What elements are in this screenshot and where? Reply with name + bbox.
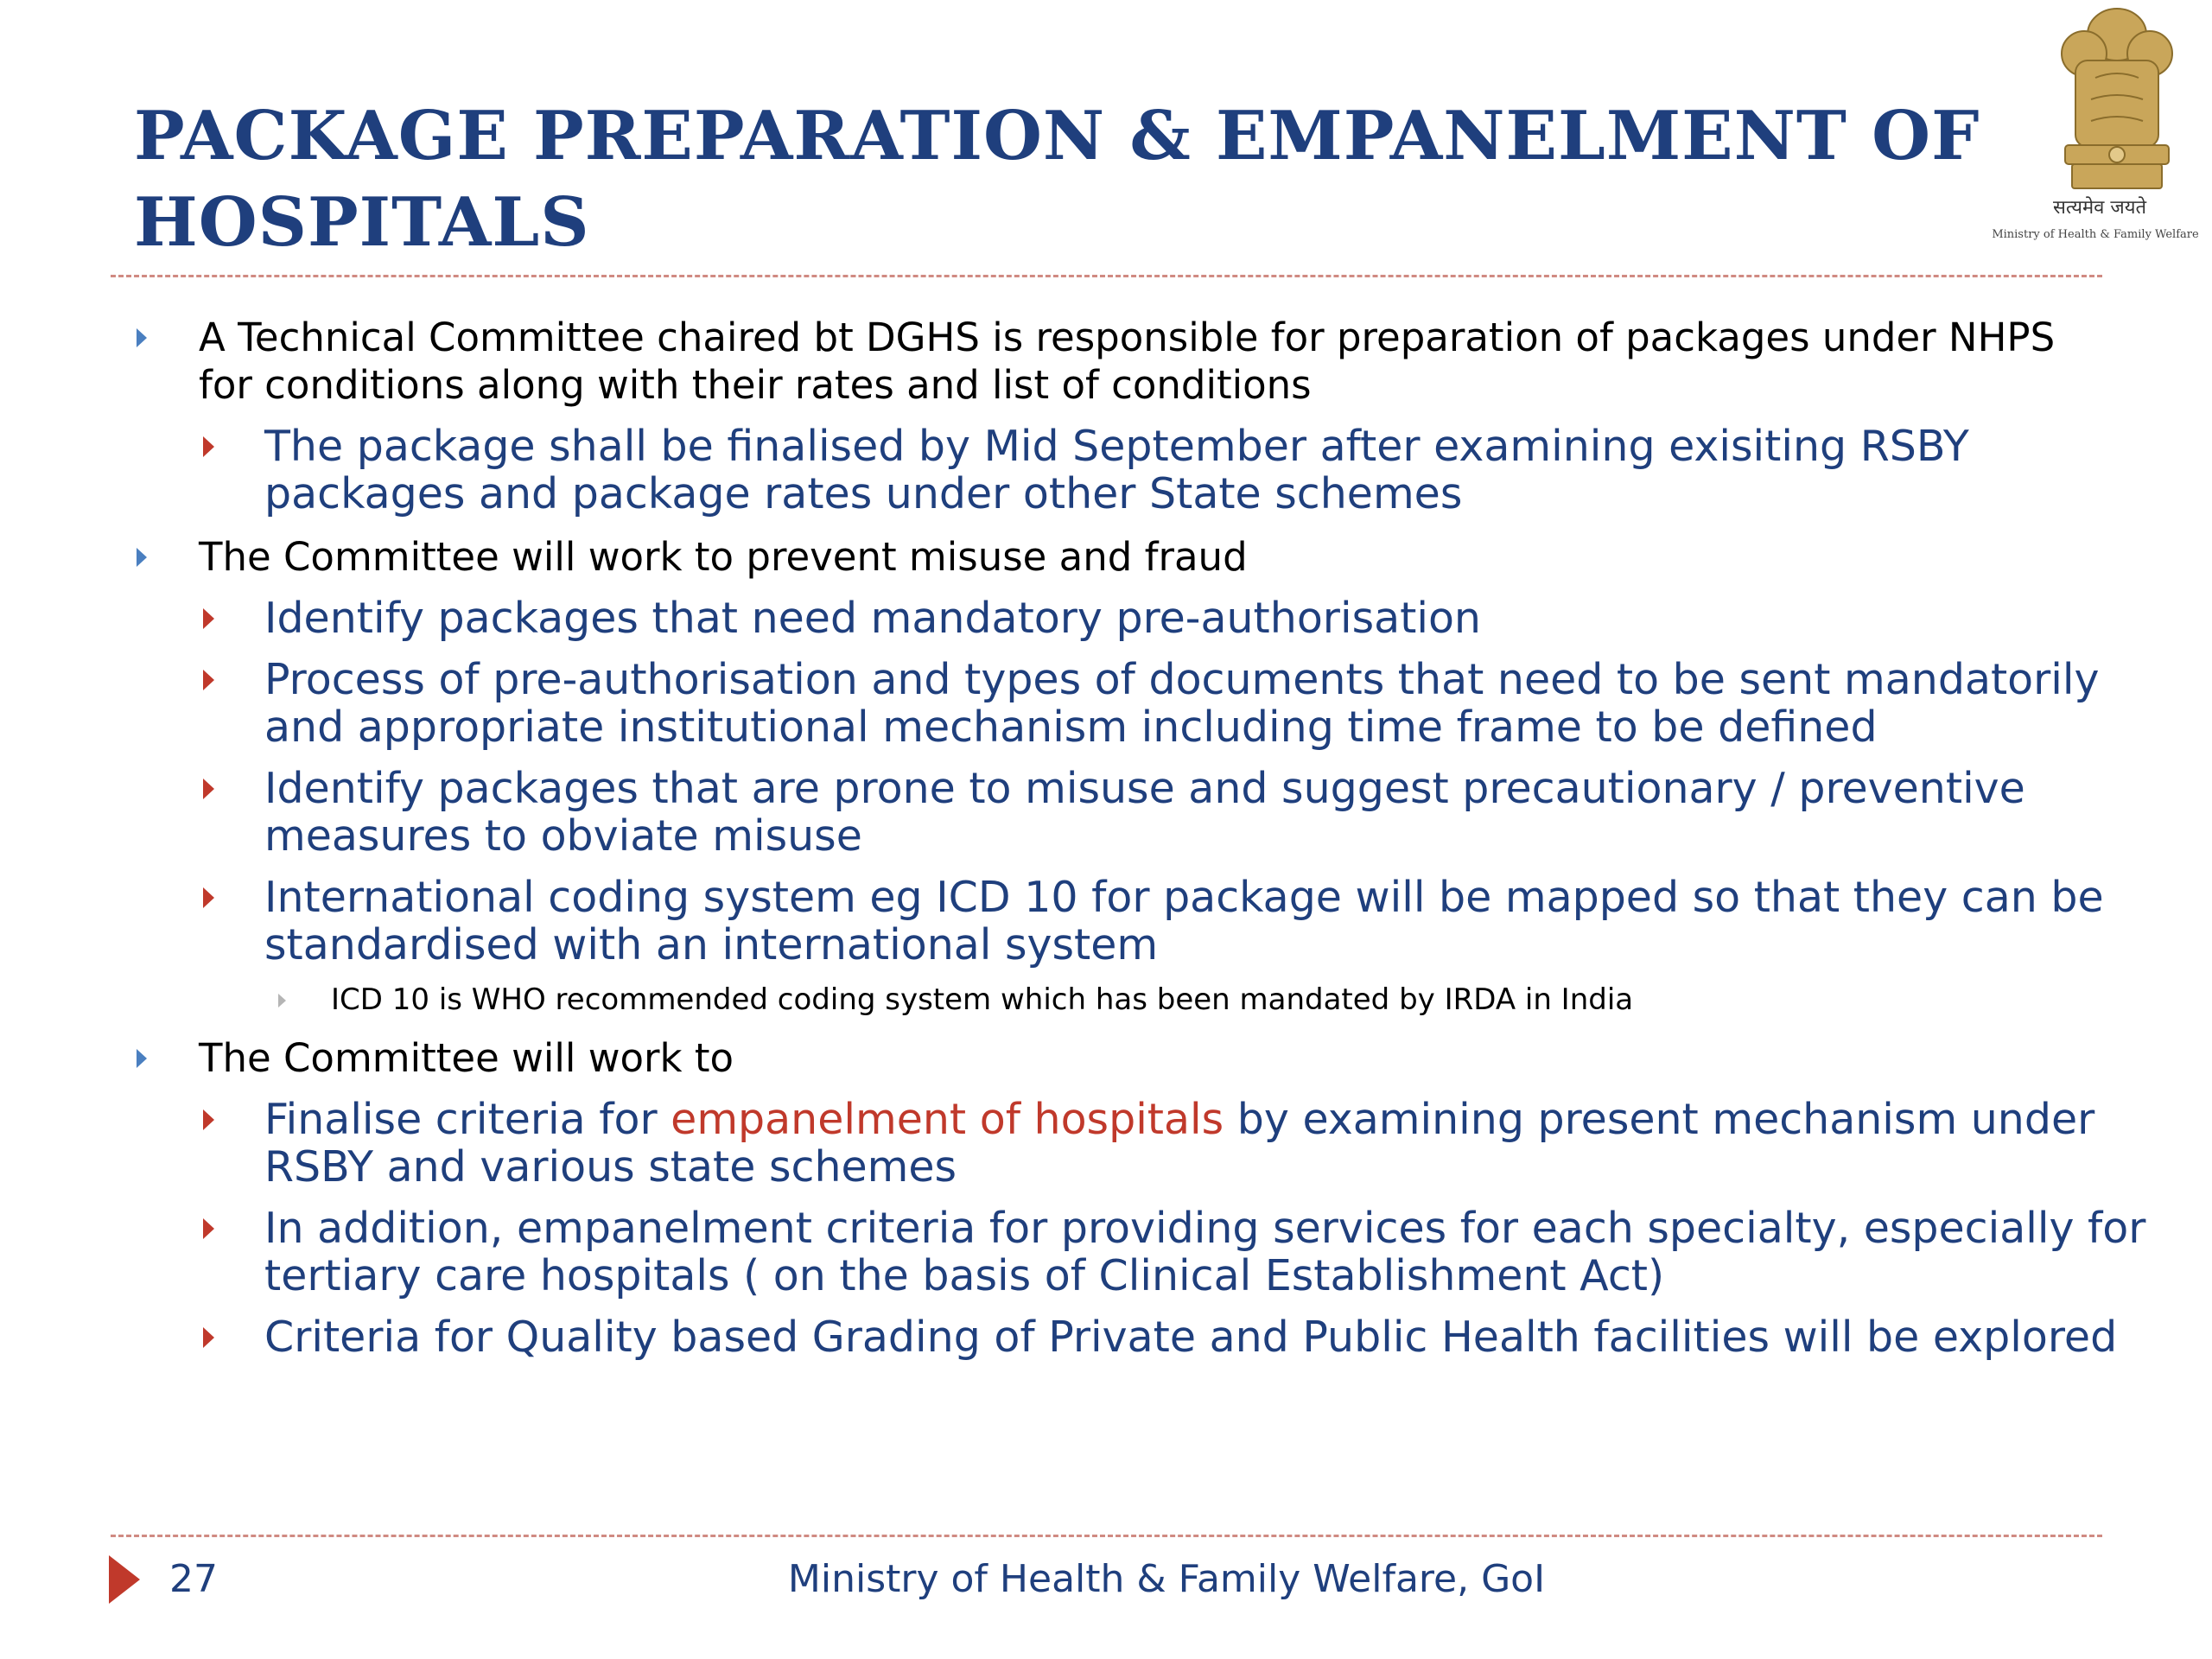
list-item — [0, 1313, 2212, 1361]
bullet-arrow-icon — [203, 1109, 214, 1130]
bullet-text: The Committee will work to — [199, 1035, 734, 1081]
bullet-arrow-icon — [203, 436, 214, 457]
bullet-text: Process of pre-authorisation and types of documents that need to be sent mandatorily and appropriate institutional mechanism including time frame to be defined — [264, 655, 2100, 752]
bullet-arrow-icon — [203, 608, 214, 629]
bullet-text: A Technical Committee chaired bt DGHS is responsible for preparation of packages under NHPS for conditions along with their rates and list of conditions — [199, 315, 2056, 408]
bullet-text: The package shall be finalised by Mid September after examining exisiting RSBY packages and package rates under other State schemes — [264, 422, 1969, 518]
bullet-text: Criteria for Quality based Grading of Private and Public Health facilities will be explored — [264, 1313, 2118, 1362]
bullet-arrow-icon — [278, 994, 286, 1007]
list-item — [0, 594, 2212, 642]
highlighted-text: empanelment of hospitals — [671, 1095, 1224, 1144]
list-item — [0, 533, 2212, 581]
bullet-text: The Committee will work to prevent misuse and fraud — [199, 534, 1248, 580]
bullet-text: Identify packages that need mandatory pre-authorisation — [264, 594, 1481, 643]
list-item — [0, 981, 2212, 1019]
bullet-list — [0, 298, 2212, 1361]
bullet-arrow-icon — [203, 1218, 214, 1239]
bullet-text: In addition, empanelment criteria for providing services for each specialty, especially for tertiary care hospitals ( on the basis of Clinical Establishment Act) — [264, 1204, 2146, 1300]
bullet-arrow-icon — [137, 1049, 147, 1068]
footer-arrow-icon — [109, 1555, 140, 1604]
bullet-arrow-icon — [137, 548, 147, 567]
page-number: 27 — [169, 1557, 218, 1601]
bullet-arrow-icon — [203, 887, 214, 908]
title-divider — [111, 275, 2102, 277]
footer-divider — [111, 1535, 2102, 1537]
bullet-arrow-icon — [137, 328, 147, 347]
list-item — [0, 1096, 2212, 1191]
slide-title: PACKAGE PREPARATION & EMPANELMENT OF HOSPITALS — [134, 97, 1980, 262]
bullet-arrow-icon — [203, 1327, 214, 1348]
bullet-text-end: by examining present mechanism under RSBY and various state schemes — [264, 1095, 2095, 1192]
emblem-ministry-label: Ministry of Health & Family Welfare — [1992, 228, 2199, 241]
bullet-text: ICD 10 is WHO recommended coding system which has been mandated by IRDA in India — [331, 982, 1634, 1017]
list-item — [0, 765, 2212, 860]
list-item — [0, 423, 2212, 518]
emblem-motto: सत्यमेव जयते — [2052, 197, 2147, 219]
list-item — [0, 1205, 2212, 1300]
bullet-text: Identify packages that are prone to misuse and suggest precautionary / preventive measures to obviate misuse — [264, 764, 2025, 861]
bullet-text — [264, 1096, 2160, 1191]
footer-text: Ministry of Health & Family Welfare, GoI — [787, 1557, 1546, 1601]
list-item — [0, 314, 2212, 409]
bullet-text: International coding system eg ICD 10 for package will be mapped so that they can be standardised with an international system — [264, 873, 2104, 969]
bullet-arrow-icon — [203, 779, 214, 799]
list-item — [0, 1034, 2212, 1082]
list-item — [0, 656, 2212, 751]
bullet-text-start: Finalise criteria for — [264, 1095, 671, 1144]
bullet-arrow-icon — [203, 670, 214, 690]
list-item — [0, 874, 2212, 969]
